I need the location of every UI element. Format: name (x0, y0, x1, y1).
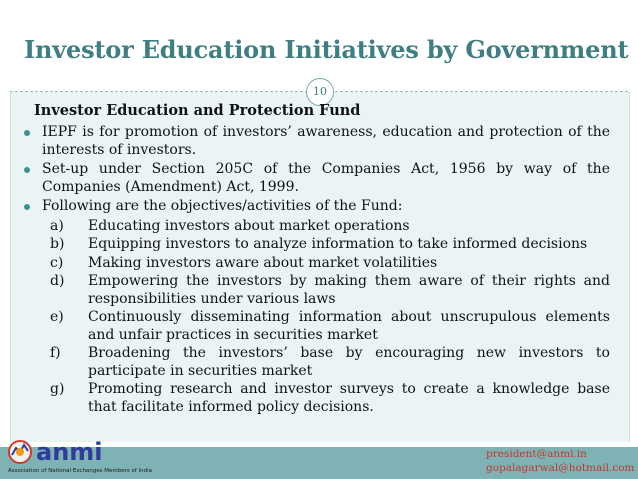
bullet-item (20, 198, 610, 216)
bullet-item (20, 161, 610, 196)
objective-letter: f) (50, 345, 61, 361)
objective-item (20, 381, 610, 416)
objective-text: Equipping investors to analyze information to take informed decisions (88, 236, 588, 252)
bullet-dot-icon (24, 130, 30, 136)
objective-item (20, 236, 610, 254)
bullet-text: Following are the objectives/activities of the Fund: (42, 198, 403, 214)
email-link[interactable]: gopalagarwal@hotmail.com (486, 462, 635, 474)
objective-letter: a) (50, 217, 64, 234)
logo-wordmark: anmi (36, 438, 103, 466)
slide-title: Investor Education Initiatives by Government (24, 35, 629, 64)
bullet-list (20, 124, 610, 417)
objective-letter: c) (50, 254, 64, 271)
objective-letter: g) (50, 381, 65, 397)
email-link[interactable]: president@anmi.in (486, 448, 587, 460)
objective-item (20, 255, 610, 273)
objective-text: Making investors aware about market volatilities (88, 254, 438, 271)
page-number: 10 (306, 78, 334, 106)
bullet-text: Set-up under Section 205C of the Companies Act, 1956 by way of the Companies (Amendment) Act, 1999. (42, 161, 610, 195)
objectives-list (20, 218, 610, 417)
objective-text: Educating investors about market operations (88, 217, 410, 234)
objective-letter: d) (50, 273, 65, 289)
objective-text: Continuously disseminating information about unscrupulous elements and unfair practices in securities market (88, 309, 610, 343)
objective-text: Broadening the investors’ base by encouraging new investors to participate in securities market (88, 345, 610, 379)
objective-item (20, 345, 610, 380)
logo-subtitle: Association of National Exchanges Members of India (8, 468, 153, 474)
bullet-text: IEPF is for promotion of investors’ awareness, education and protection of the interests of investors. (42, 124, 610, 158)
objective-letter: e) (50, 309, 64, 325)
objective-text: Promoting research and investor surveys to create a knowledge base that facilitate informed policy decisions. (88, 381, 610, 415)
contact-emails (486, 447, 634, 475)
objective-text: Empowering the investors by making them aware of their rights and responsibilities under various laws (88, 273, 610, 307)
bullet-dot-icon (24, 167, 30, 173)
objective-item (20, 309, 610, 344)
section-heading: Investor Education and Protection Fund (34, 102, 361, 119)
objective-item (20, 273, 610, 308)
bullet-dot-icon (24, 204, 30, 210)
objective-item (20, 218, 610, 236)
bullet-item (20, 124, 610, 159)
objective-letter: b) (50, 236, 65, 252)
